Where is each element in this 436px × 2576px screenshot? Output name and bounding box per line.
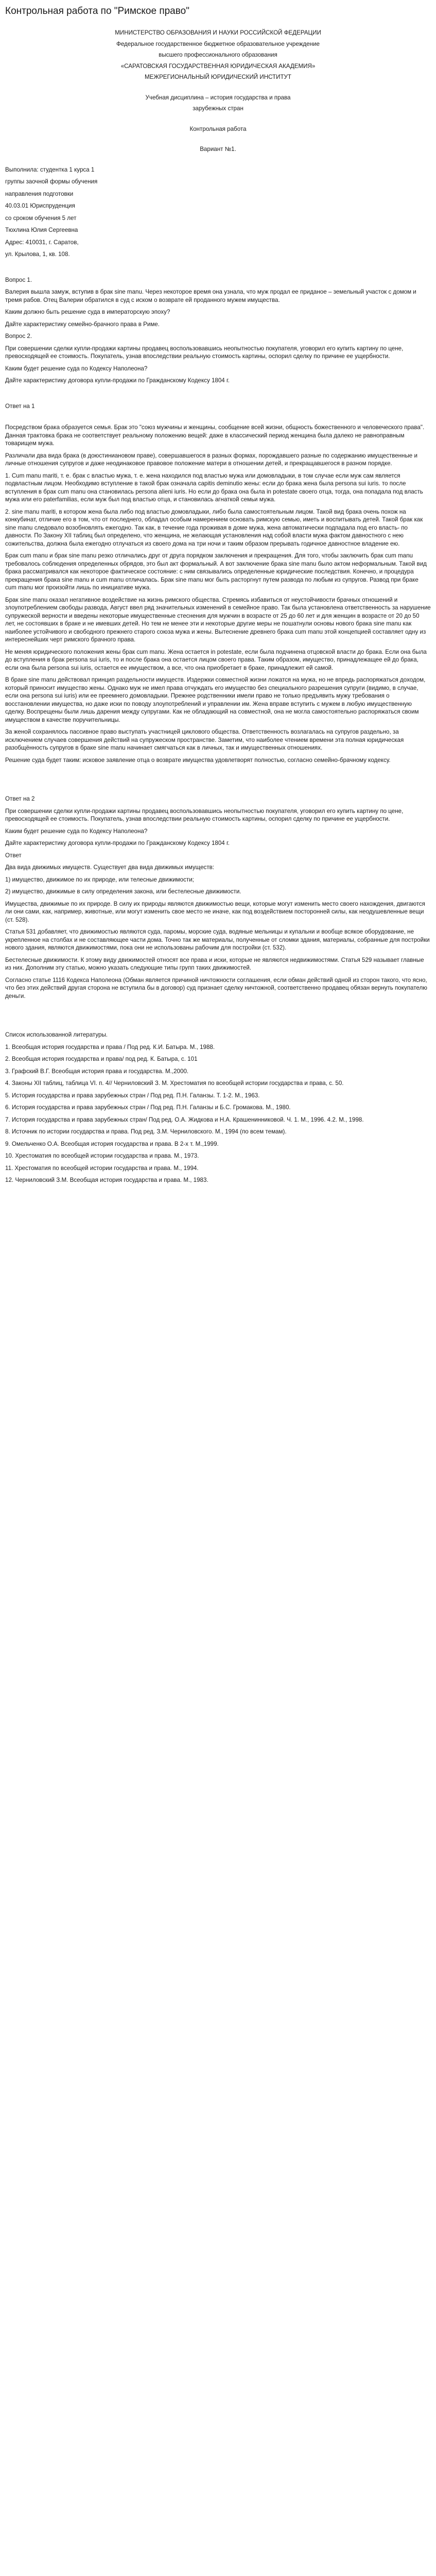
document-title: Контрольная работа по "Римское право" [5, 6, 189, 16]
answer-1-section [5, 402, 431, 765]
questions-section [5, 276, 431, 385]
reference-item: 11. Хрестоматия по всеобщей истории государства и права. М., 1994. [5, 1164, 199, 1172]
student-line: группы заочной формы обучения [5, 178, 98, 185]
answer-2-label: Ответ [5, 852, 22, 859]
answer-2-question-text: При совершении сделки купли-продажи картины продавец воспользовавшись неопытностью покупателя, уговорил его купить картину по цене, превосходящей ее стоимость. Покупатель, узнав впоследствии реальную стоимость картины, оспорил сделку по причине ее ущербности. [5, 807, 404, 822]
reference-item: 4. Законы XII таблиц, таблица VI. п. 4// Черниловский З. М. Хрестоматия по всеобщей истории государства и права, с. 50. [5, 1080, 344, 1087]
header-line: МИНИСТЕРСТВО ОБРАЗОВАНИЯ И НАУКИ РОССИЙСКОЙ ФЕДЕРАЦИИ [115, 29, 321, 36]
answer-2-section [5, 795, 431, 1000]
question-1-heading: Вопрос 1. [5, 276, 32, 283]
reference-item: 12. Черниловский З.М. Всеобщая история государства и права. М., 1983. [5, 1177, 208, 1183]
reference-item: 10. Хрестоматия по всеобщей истории государства и права. М., 1973. [5, 1153, 199, 1159]
question-1-task-b: Дайте характеристику семейно-брачного права в Риме. [5, 320, 160, 328]
question-1-task-a: Каким должно быть решение суда в императорскую эпоху? [5, 309, 170, 315]
student-line: ул. Крылова, 1, кв. 108. [5, 251, 70, 258]
answer-2-task-b: Дайте характеристику договора купли-продажи по Гражданскому Кодексу 1804 г. [5, 840, 230, 846]
answer-1-paragraph: За женой сохранялось пассивное право выступать участницей циклового общества. Ответственность возлагалась на супругов раздельно, за исключением случаев совершения действий на супружеском пространстве. Заметим, что наиболее чтением времени эта полная юридическая разобщённость супругов в браке sine manu начинает смягчаться как в личных, так и имущественных отношениях. [5, 728, 404, 751]
institution-header [5, 29, 431, 154]
answer-2-paragraph: Два вида движимых имуществ. Существует два вида движимых имуществ: [5, 864, 215, 871]
student-line: со сроком обучения 5 лет [5, 214, 77, 222]
answer-2-paragraph: Согласно статье 1116 Кодекса Наполеона (Обман является причиной ничтожности соглашения, если обман действий одной из сторон такого, что ясно, что без этих действий другая сторона не вступила бы в договор) суд признает сделку ничтожной, соответственно продавец обязан вернуть покупателю деньги. [5, 976, 427, 999]
student-line: направления подготовки [5, 190, 74, 197]
answer-1-paragraph: Различали два вида брака (в доюстиниановом праве), совершавшегося в разных формах, порождавшего разные по содержанию имущественные и личные отношения супругов и даже неодинаковое правовое положение матери в отношении детей, и прекращавшегося в разном порядке. [5, 452, 417, 467]
answer-1-paragraph: Брак sine manu оказал негативное воздействие на жизнь римского общества. Стремясь избавиться от неустойчивости брачных отношений и злоупотреблением свободы развода, Август ввел ряд значительных изменений в семейное право. Так была установлена ответственность за нарушение супружеской верности и введены некоторые имущественные стеснения для мужчин в возрасте от 25 до 60 лет и для женщин в возрасте от 20 до 50 лет, не состоявших в браке и не имевших детей. Но тем не менее эти и некоторые другие меры не пошатнули основы нового брака sine manu как наиболее устойчивого и свободного прежнего старого союза мужа и жены. Вытеснение древнего брака cum manu этой концепцией составляет одну из интереснейших черт римского брачного права. [5, 596, 431, 643]
variant-number: Вариант №1. [200, 146, 236, 152]
reference-item: 6. История государства и права зарубежных стран / Под ред. П.Н. Галанзы и Б.С. Громакова. М., 1980. [5, 1104, 291, 1111]
question-2-text: При совершении сделки купли-продажи картины продавец воспользовавшись неопытностью покупателя, уговорил его купить картину по цене, превосходящей ее стоимость. Покупатель, узнав впоследствии реальную стоимость картины, оспорил сделку по причине ее ущербности. [5, 345, 404, 360]
student-line: 40.03.01 Юриспруденция [5, 202, 75, 209]
answer-2-paragraph: 1) имущество, движимое по их природе, или телесные движимости; [5, 876, 194, 883]
header-line: Федеральное государственное бюджетное образовательное учреждение [116, 40, 320, 47]
references-section [5, 1031, 431, 1184]
discipline-line: Учебная дисциплина – история государства и права [145, 94, 291, 101]
answer-2-paragraph: Статья 531 добавляет, что движимостью являются суда, паромы, морские суда, водяные мельницы и купальни и вообще всякое оборудование, не укрепленное на столбах и не составляющее части дома. Точно так же материалы, полученные от сломки здания, материалы, собранные для постройки нового здания, являются движимостями, пока они не использованы рабочим для постройки (ст. 532). [5, 928, 430, 951]
header-line: МЕЖРЕГИОНАЛЬНЫЙ ЮРИДИЧЕСКИЙ ИНСТИТУТ [144, 74, 292, 80]
work-type: Контрольная работа [189, 125, 247, 132]
references-heading: Список использованной литературы. [5, 1031, 108, 1038]
answer-1-paragraph: В браке sine manu действовал принцип раздельности имуществ. Издержки совместной жизни ложатся на мужа, но не впредь распоряжаться доходом, который приносит имущество жены. Однако муж не имел права отчуждать его имущество без специального разрешения супруги (видимо, в случае, если она persona sui iuris) или ее преемнего домовладыки. Прежнее родственники имели право не только предъявить мужу требования о восстановлении имущества, но даже иски по поводу злоупотреблений и управлении им. Жена вправе вступить с мужем в любую имущественную сделку. Воспрещены были лишь дарения между супругами. Как не обладающий на совместной, она не могла самостоятельно распоряжаться своим имуществом в качестве поручительницы. [5, 676, 426, 723]
reference-item: 7. История государства и права зарубежных стран/ Под ред. О.А. Жидкова и Н.А. Крашенинниковой. Ч. 1. М., 1996. 4.2. М., 1998. [5, 1116, 364, 1123]
reference-item: 5. История государства и права зарубежных стран / Под ред. П.Н. Галанзы. Т. 1-2. М., 1963. [5, 1092, 260, 1099]
answer-1-paragraph: 1. Cum manu mariti, т. е. брак с властью мужа, т. е. жена находился под властью мужа или домовладыки, в том случае если муж сам является подвластным лицом. Необходимо вступление в такой брак означала capitis deminutio жены: если до брака жена была persona sui iuris. то после вступления в брак cum manu она становилась persona alieni iuris. Но если до брака она была in potestate своего отца, тогда, она попадала под власть мужа или его paterfamilias, если муж был под властью отца, и становилась агнаткой семьи мужа. [5, 472, 423, 503]
discipline-line: зарубежных стран [193, 105, 243, 112]
answer-2-heading: Ответ на 2 [5, 795, 35, 802]
student-line: Адрес: 410031, г. Саратов, [5, 239, 79, 246]
reference-item: 8. Источник по истории государства и права. Под ред. З.М. Черниловского. М., 1994 (по всем темам). [5, 1128, 287, 1135]
question-2-task-b: Дайте характеристику договора купли-продажи по Гражданскому Кодексу 1804 г. [5, 377, 230, 384]
answer-1-paragraph: Решение суда будет таким: исковое заявление отца о возврате имущества удовлетворят полностью, согласно семейно-брачному кодексу. [5, 756, 391, 764]
question-1-text: Валерия вышла замуж, вступив в брак sine manu. Через некоторое время она узнала, что муж продал ее приданое – земельный участок с домом и тремя рабов. Отец Валерии обратился в суд с иском о возврате ей проданного мужем имущества. [5, 289, 416, 303]
reference-item: 1. Всеобщая история государства и права / Под ред. К.И. Батыра. М., 1988. [5, 1043, 215, 1050]
answer-1-paragraph: Посредством брака образуется семья. Брак это "союз мужчины и женщины, сообщение всей жизни, общность божественного и человеческого права". Данная трактовка брака не соответствует реальному положению вещей: даже в классический период женщина была далеко не равноправным товарищем мужа. [5, 424, 425, 447]
answer-1-paragraph: 2. sine manu mariti, в котором жена была либо под властью домовладыки, либо была самостоятельным лицом. Такой вид брака очень похож на конкубинат, отличие его в том, что от последнего, обладал особым намерением основать римскую семью, иметь и воспитывать детей. Такой брак как sine manu следовало возобновлять ежегодно. Так как, в течение года проживая в доме мужа, жена автоматически подпадала под его власть- по давности. По Закону XII таблиц был определено, что женщина, не желающая установления над собой власти мужа фактом давностного с нею сожительства, должна была ежегодно отлучаться из своего дома на три ночи и таким образом прерывать годичное давностное владение ею. [5, 508, 423, 547]
answer-2-paragraph: Имущества, движимые по их природе. В силу их природы являются движимостью вещи, которые могут изменить место своего нахождения, двигаются ли они сами, как, например, животные, или могут изменить свое место не иначе, как под воздействием посторонней силы, как неодушевленные вещи (ст. 528). [5, 900, 425, 923]
student-info [5, 166, 431, 259]
header-line: «САРАТОВСКАЯ ГОСУДАРСТВЕННАЯ ЮРИДИЧЕСКАЯ АКАДЕМИЯ» [120, 62, 316, 70]
reference-item: 2. Всеобщая история государства и права/ под ред. К. Батыра, с. 101 [5, 1056, 198, 1062]
document-page [0, 0, 436, 1204]
student-line: Выполнила: студентка 1 курса 1 [5, 166, 95, 173]
header-line: высшего профессионального образования [159, 52, 277, 58]
reference-item: 9. Омельченко О.А. Всеобщая история государства и права. В 2-х т. М.,1999. [5, 1140, 219, 1147]
answer-2-paragraph: 2) имущество, движимые в силу определения закона, или бестелесные движимости. [5, 888, 241, 895]
question-2-task-a: Каким будет решение суда по Кодексу Наполеона? [5, 365, 148, 372]
answer-1-paragraph: Не меняя юридического положения жены брак cum manu. Жена остается in potestate, если была подчинена отцовской власти до брака. Если она была до вступления в брак persona sui iuris, то и после брака она остается лицом своего права. Таким образом, имущество, принадлежащее ей до брака, если она была persona sui iuris, остается ее имуществом, а все, что она приобретает в браке, принадлежит ей самой. [5, 648, 427, 671]
reference-item: 3. Графский В.Г. Всеобщая история права и государства. М.,2000. [5, 1067, 189, 1075]
question-2-heading: Вопрос 2. [5, 333, 32, 340]
answer-2-task-a: Каким будет решение суда по Кодексу Наполеона? [5, 827, 148, 835]
answer-2-paragraph: Бестелесные движимости. К этому виду движимостей относят все права и иски, которые не являются недвижимостями. Статья 529 называет главные из них. Дополним эту статью, можно указать следующие типы групп таких движимостей. [5, 956, 424, 971]
answer-1-heading: Ответ на 1 [5, 402, 35, 410]
student-line: Тюхлина Юлия Сергеевна [5, 227, 78, 233]
answer-1-paragraph: Брак cum manu и брак sine manu резко отличались друг от друга порядком заключения и прекращения. Для того, чтобы заключить брак cum manu требовалось соблюдения определенных обрядов, это был акт формальный. А вот заключение брака sine manu было актом неформальным. Такой вид брака рассматривался как некоторое фактическое состояние: с ним связывались определенные юридические последствия. Конечно, и процедура прекращения брака sine manu и cum manu отличалась. Брак sine manu мог быть расторгнут путем развода по любым из супругов. Развод при браке cum manu мог произойти лишь по инициативе мужа. [5, 552, 427, 591]
